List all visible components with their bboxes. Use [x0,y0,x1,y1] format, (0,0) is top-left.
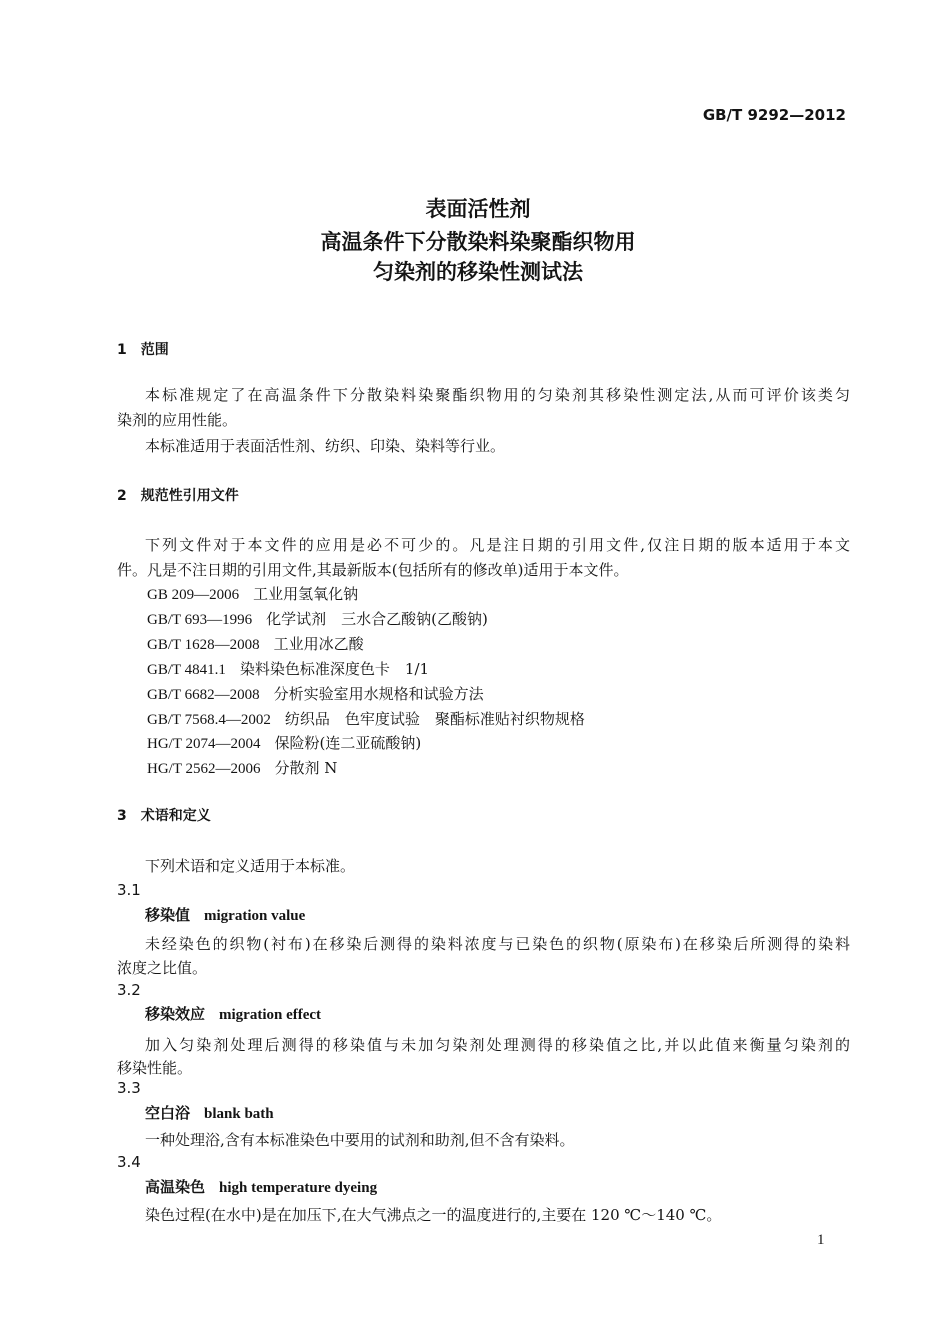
term-en: high temperature dyeing [219,1180,378,1196]
title-line-2: 高温条件下分散染料染聚酯织物用 [320,230,636,254]
reference-code: HG/T 2074—2004 [147,736,261,753]
page-number: 1 [817,1232,825,1248]
s2-p1-line1: 下列文件对于本文件的应用是必不可少的。凡是注日期的引用文件,仅注日期的版本适用于本文 [145,536,850,554]
reference-title: 保险粉(连二亚硫酸钠) [274,734,422,753]
reference-item [147,634,364,655]
reference-item [147,609,488,630]
term-definition-line: 未经染色的织物(衬布)在移染后测得的染料浓度与已染色的织物(原染布)在移染后所测得的染料 [145,935,850,953]
reference-title: 工业用氢氧化钠 [253,585,359,603]
section-3-heading: 3 术语和定义 [117,808,211,824]
term-definition-line: 加入匀染剂处理后测得的移染值与未加匀染剂处理测得的移染值之比,并以此值来衡量匀染剂的 [145,1036,850,1054]
s3-intro: 下列术语和定义适用于本标准。 [145,857,356,875]
reference-code: GB/T 7568.4—2002 [147,711,271,728]
reference-title: 染料染色标准深度色卡 1/1 [239,659,430,678]
section-1-heading: 1 范围 [117,342,169,358]
term-zh: 高温染色 [145,1178,206,1196]
s1-p2: 本标准适用于表面活性剂、纺织、印染、染料等行业。 [145,437,506,455]
term-number: 3.1 [117,881,141,899]
term-definition-line: 染色过程(在水中)是在加压下,在大气沸点之一的温度进行的,主要在 120 ℃～140 ℃。 [145,1206,722,1224]
term-number: 3.4 [117,1153,141,1171]
title-line-1: 表面活性剂 [425,197,531,221]
term-definition-line: 浓度之比值。 [117,959,208,977]
term-en: blank bath [204,1106,274,1122]
term-number: 3.2 [117,981,141,999]
term-definition-line: 一种处理浴,含有本标准染色中要用的试剂和助剂,但不含有染料。 [145,1131,575,1149]
reference-title: 分析实验室用水规格和试验方法 [273,684,484,703]
term-definition-line: 移染性能。 [117,1059,193,1077]
s1-p1-line2: 染剂的应用性能。 [117,411,238,429]
reference-code: GB/T 4841.1 [147,661,226,678]
reference-title: 分散剂 N [274,759,338,778]
term-heading [145,1103,274,1124]
reference-item [147,709,585,730]
term-zh: 空白浴 [145,1104,191,1122]
reference-item [147,758,337,779]
term-heading [145,1177,377,1198]
reference-title: 纺织品 色牢度试验 聚酯标准贴衬织物规格 [284,709,585,728]
reference-code: GB 209—2006 [147,587,240,603]
s2-p1-line2: 件。凡是不注日期的引用文件,其最新版本(包括所有的修改单)适用于本文件。 [117,561,629,579]
title-line-3: 匀染剂的移染性测试法 [373,260,583,284]
reference-code: HG/T 2562—2006 [147,761,261,778]
reference-code: GB/T 6682—2008 [147,686,260,703]
term-zh: 移染值 [145,906,191,924]
standard-number: GB/T 9292—2012 [702,106,846,124]
reference-item [147,659,429,680]
term-en: migration value [204,908,306,924]
reference-item [147,733,421,754]
term-en: migration effect [219,1007,322,1023]
reference-code: GB/T 693—1996 [147,611,253,628]
reference-title: 工业用冰乙酸 [273,634,364,653]
section-2-heading: 2 规范性引用文件 [117,488,239,504]
term-heading [145,905,305,926]
reference-title: 化学试剂 三水合乙酸钠(乙酸钠) [266,609,488,628]
term-zh: 移染效应 [145,1005,206,1023]
reference-item [147,584,358,605]
reference-item [147,684,484,705]
reference-code: GB/T 1628—2008 [147,636,260,653]
s1-p1-line1: 本标准规定了在高温条件下分散染料染聚酯织物用的匀染剂其移染性测定法,从而可评价该类匀 [145,386,850,404]
term-heading [145,1004,321,1025]
term-number: 3.3 [117,1079,141,1097]
